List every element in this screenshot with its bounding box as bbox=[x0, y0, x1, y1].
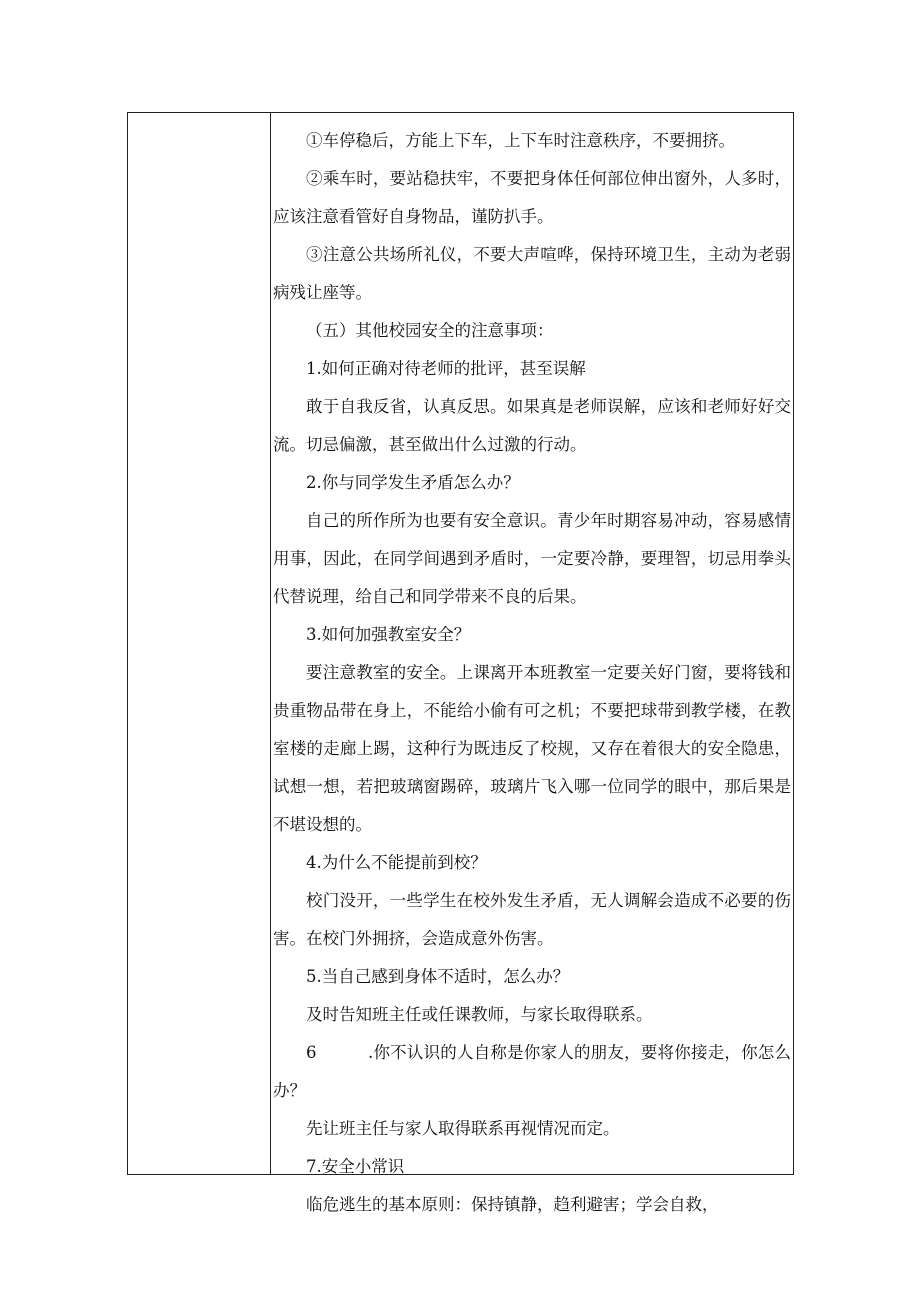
answer-1: 敢于自我反省，认真反思。如果真是老师误解，应该和老师好好交流。切忌偏激，甚至做出什么过激的行动。 bbox=[273, 397, 791, 454]
answer-6: 先让班主任与家人取得联系再视情况而定。 bbox=[306, 1119, 620, 1138]
paragraph-boarding-order: ①车停稳后，方能上下车，上下车时注意秩序，不要拥挤。 bbox=[306, 131, 735, 150]
table-left-column bbox=[128, 113, 271, 1174]
question-6 bbox=[273, 1034, 791, 1110]
paragraph-public-etiquette: ③注意公共场所礼仪，不要大声喧哗，保持环境卫生，主动为老弱病残让座等。 bbox=[273, 245, 791, 302]
question-6-number: 6 bbox=[306, 1043, 317, 1062]
paragraph-riding-safety: ②乘车时，要站稳扶牢，不要把身体任何部位伸出窗外，人多时，应该注意看管好自身物品，谨防扒手。 bbox=[273, 169, 791, 226]
question-4: 4.为什么不能提前到校？ bbox=[306, 853, 487, 872]
answer-3: 要注意教室的安全。上课离开本班教室一定要关好门窗，要将钱和贵重物品带在身上，不能给小偷有可之机；不要把球带到教学楼，在教室楼的走廊上踢，这种行为既违反了校规，又存在着很大的安全隐患，试想一想，若把玻璃窗踢碎，玻璃片飞入哪一位同学的眼中，那后果是不堪设想的。 bbox=[273, 663, 791, 834]
question-6-text: .你不认识的人自称是你家人的朋友，要将你接走，你怎么办？ bbox=[273, 1043, 791, 1100]
answer-2: 自己的所作所为也要有安全意识。青少年时期容易冲动，容易感情用事，因此，在同学间遇到矛盾时，一定要冷静，要理智，切忌用拳头代替说理，给自己和同学带来不良的后果。 bbox=[273, 511, 791, 606]
table-content-column bbox=[271, 113, 793, 1214]
question-7: 7.安全小常识 bbox=[306, 1157, 405, 1176]
answer-5: 及时告知班主任或任课教师，与家长取得联系。 bbox=[306, 1005, 653, 1024]
answer-4: 校门没开，一些学生在校外发生矛盾，无人调解会造成不必要的伤害。在校门外拥挤，会造成意外伤害。 bbox=[273, 891, 791, 948]
question-3: 3.如何加强教室安全？ bbox=[306, 625, 471, 644]
question-5: 5.当自己感到身体不适时，怎么办？ bbox=[306, 967, 570, 986]
question-1: 1.如何正确对待老师的批评，甚至误解 bbox=[306, 359, 586, 378]
question-2: 2.你与同学发生矛盾怎么办？ bbox=[306, 473, 520, 492]
document-table bbox=[127, 112, 794, 1214]
answer-7: 临危逃生的基本原则：保持镇静，趋利避害；学会自救， bbox=[306, 1195, 719, 1214]
section-heading-other-safety: （五）其他校园安全的注意事项： bbox=[306, 321, 554, 340]
